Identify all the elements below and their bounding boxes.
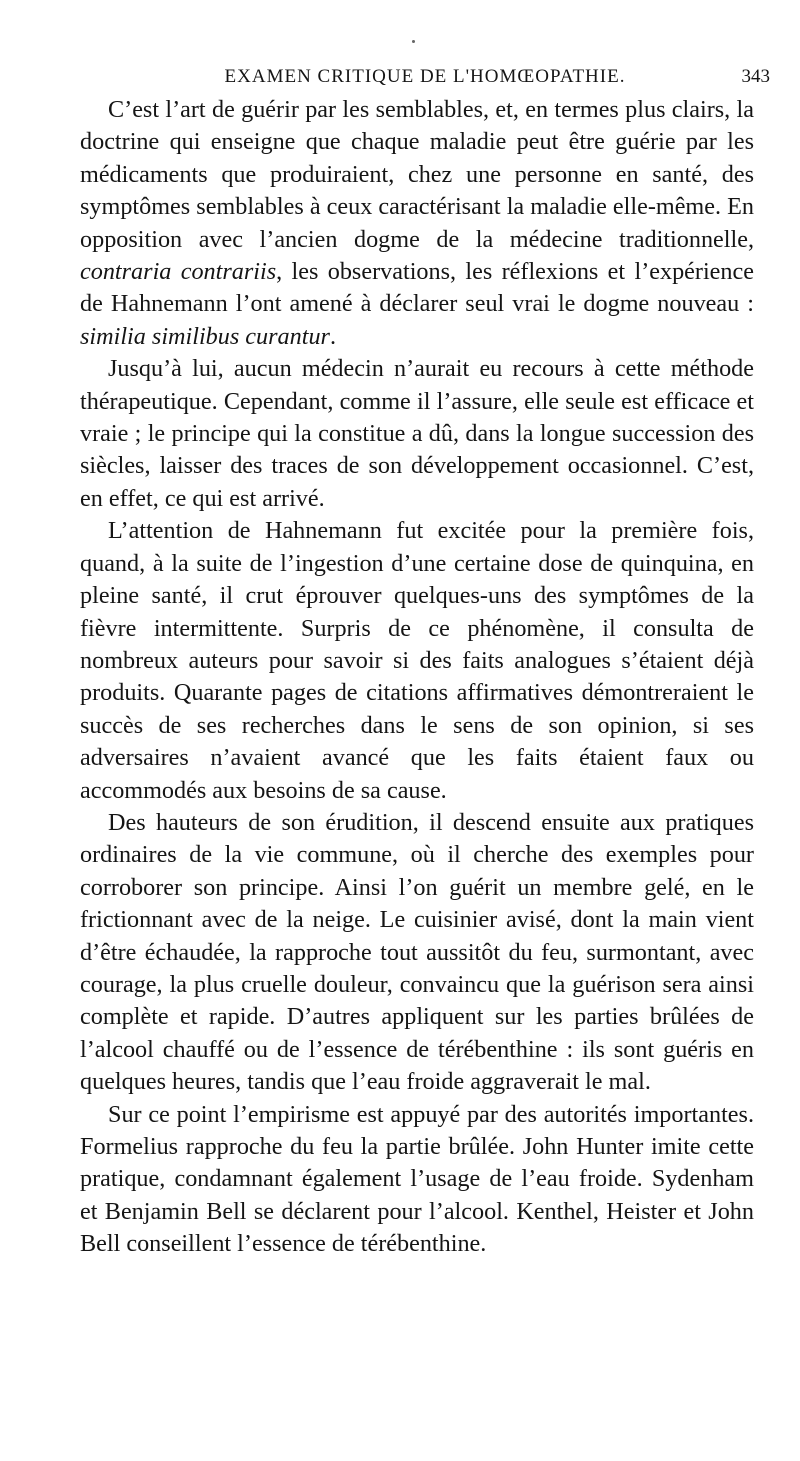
paragraph-1-text-b: , les observations, les réflexions et l’expérience de Hahnemann l’ont amené à déclarer seul vrai le dogme nouveau : — [80, 258, 754, 318]
page-header — [80, 60, 770, 94]
page-number: 343 — [741, 66, 770, 87]
latin-phrase-contraria: contraria contrariis — [80, 258, 277, 286]
speck-mark — [412, 40, 415, 43]
latin-phrase-similia: similia similibus curantur — [80, 322, 330, 350]
paragraph-5: Sur ce point l’empirisme est appuyé par des autorités importantes. Formelius rapproche du feu la partie brûlée. John Hunter imite cette pratique, condamnant également l’usage de l’eau froide. Sydenham et Benjamin Bell se déclarent pour l’alcool. Kenthel, Heister et John Bell conseillent l’essence de térébenthine. — [80, 1100, 754, 1258]
paragraph-1-text-a: C’est l’art de guérir par les semblables, et, en termes plus clairs, la doctrine qui enseigne que chaque maladie peut être guérie par les médicaments que produiraient, chez une personne en santé, des symptômes semblables à ceux caractérisant la maladie elle-même. En opposition avec l’ancien dogme de la médecine traditionnelle, — [80, 96, 754, 253]
paragraph-1-text-c: . — [329, 322, 337, 350]
paragraph-2: Jusqu’à lui, aucun médecin n’aurait eu recours à cette méthode thérapeutique. Cependant, comme il l’assure, elle seule est efficace et vraie ; le principe qui la constitue a dû, dans la longue succession des siècles, laisser des traces de son développement occasionnel. C’est, en effet, ce qui est arrivé. — [80, 355, 754, 512]
paragraph-1 — [80, 94, 754, 353]
paragraph-3: L’attention de Hahnemann fut excitée pour la première fois, quand, à la suite de l’ingestion d’une certaine dose de quinquina, en pleine santé, il crut éprouver quelques-uns des symptômes de la fièvre intermittente. Surpris de ce phénomène, il consulta de nombreux auteurs pour savoir si des faits analogues s’étaient déjà produits. Quarante pages de citations affirmatives démontreraient le succès de ses recherches dans le sens de son opinion, si ses adversaires n’avaient avancé que les faits étaient faux ou accommodés aux besoins de sa cause. — [80, 517, 754, 804]
body-text — [80, 94, 754, 1261]
running-title: EXAMEN CRITIQUE DE L'HOMŒOPATHIE. — [224, 66, 626, 87]
paragraph-4: Des hauteurs de son érudition, il descend ensuite aux pratiques ordinaires de la vie commune, où il cherche des exemples pour corroborer son principe. Ainsi l’on guérit un membre gelé, en le frictionnant avec de la neige. Le cuisinier avisé, dont la main vient d’être échaudée, la rapproche tout aussitôt du feu, surmontant, avec courage, la plus cruelle douleur, convaincu que la guérison sera ainsi complète et rapide. D’autres appliquent sur les parties brûlées de l’alcool chauffé ou de l’essence de térébenthine : ils sont guéris en quelques heures, tandis que l’eau froide aggraverait le mal. — [80, 808, 754, 1096]
